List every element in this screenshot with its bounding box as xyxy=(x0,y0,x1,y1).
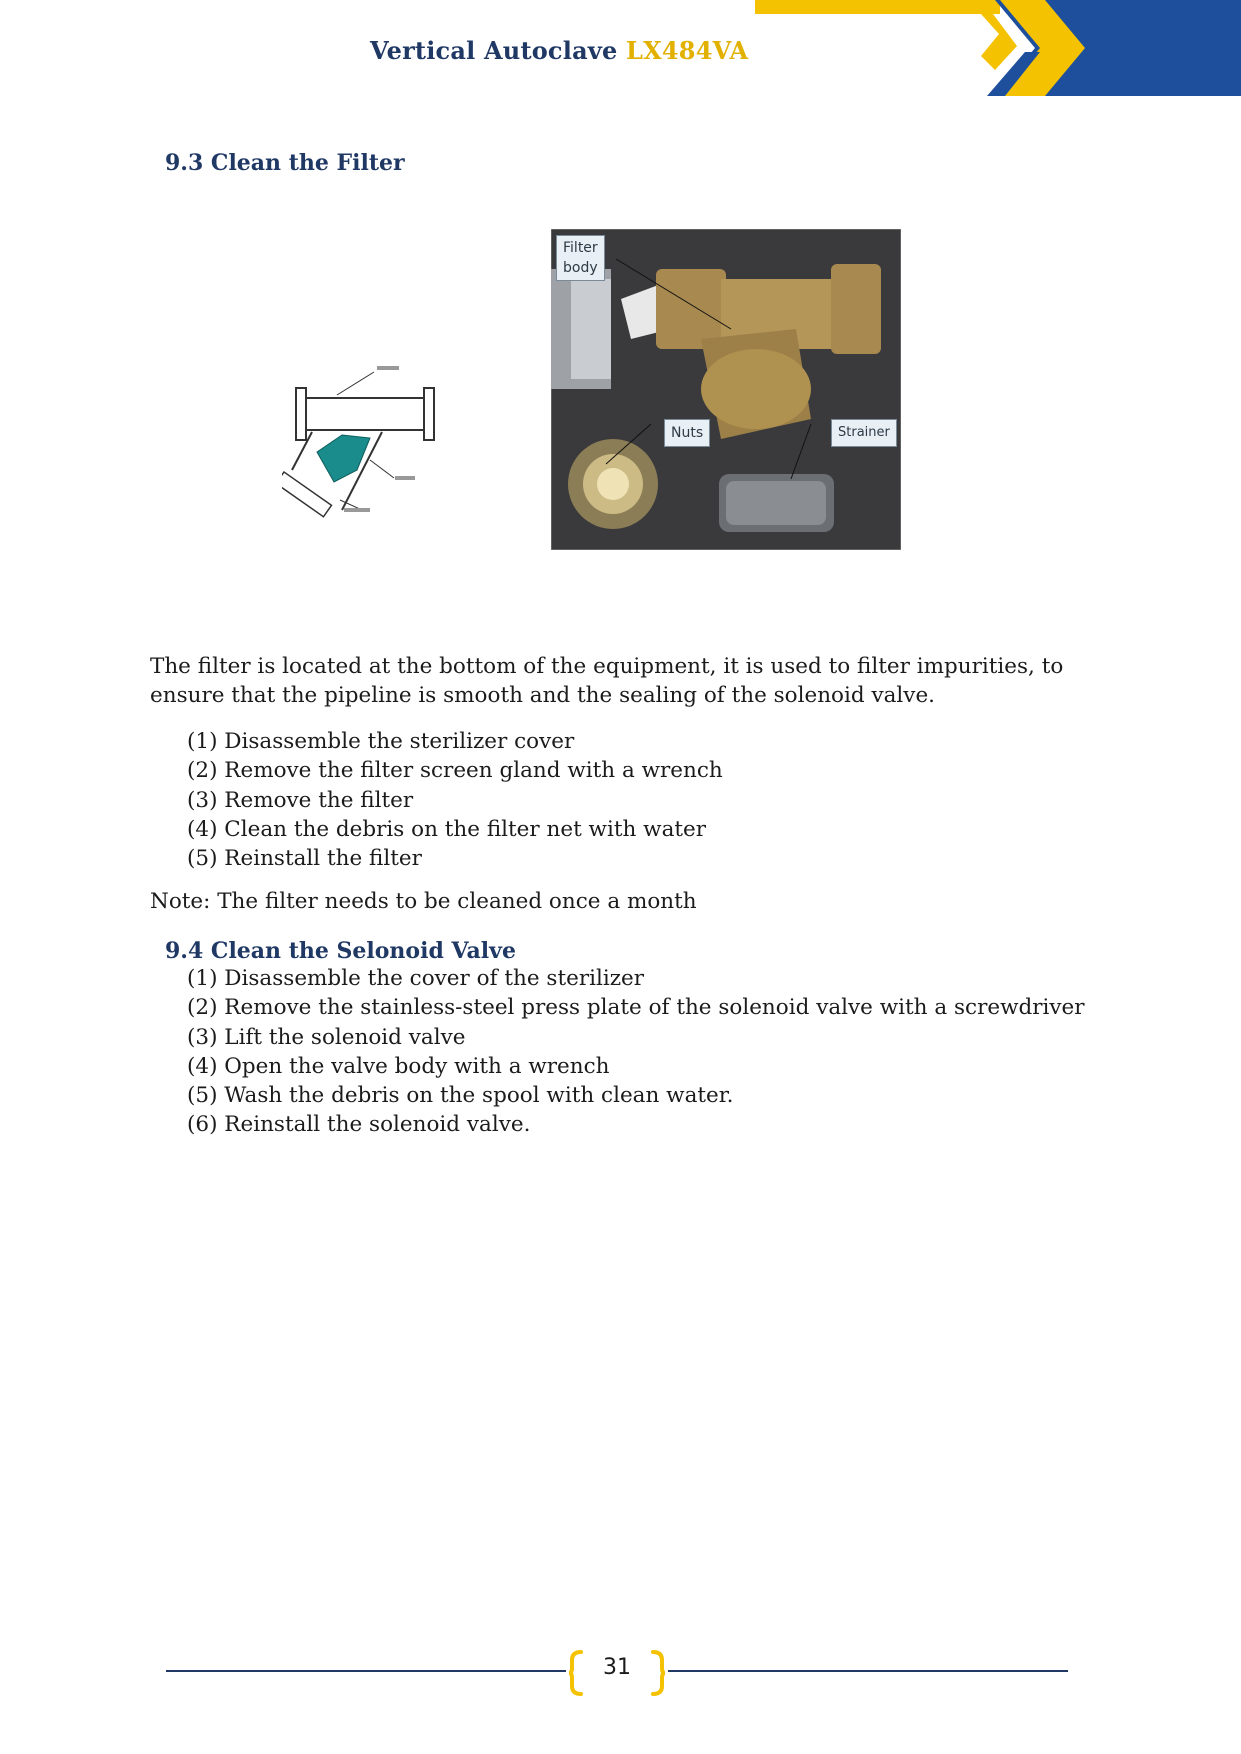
note-text: Note: The filter needs to be cleaned once a month xyxy=(150,889,697,914)
intro-paragraph: The filter is located at the bottom of the equipment, it is used to filter impurities, to ensure that the pipeline is smooth and the sealing of the solenoid valve. xyxy=(150,654,1064,708)
header-decoration xyxy=(755,0,1241,96)
list-item: (5) Wash the debris on the spool with clean water. xyxy=(187,1083,734,1109)
title-main: Vertical Autoclave xyxy=(370,36,618,65)
page-number: 31 xyxy=(603,1655,631,1680)
photo-label-filter-body-line1: Filter xyxy=(563,240,598,256)
list-item: (5) Reinstall the filter xyxy=(187,846,422,872)
photo-label-strainer: Strainer xyxy=(831,419,897,447)
photo-label-filter-body-line2: body xyxy=(563,260,598,276)
document-title xyxy=(370,36,748,65)
list-item: (1) Disassemble the cover of the sterilizer xyxy=(187,966,645,991)
footer-line-right xyxy=(668,1670,1068,1672)
section-heading-9-3: 9.3 Clean the Filter xyxy=(165,150,405,176)
photo-label-filter-body xyxy=(556,235,605,281)
list-item: (6) Reinstall the solenoid valve. xyxy=(187,1112,531,1138)
list-item: (2) Remove the stainless-steel press plate of the solenoid valve with a screwdriver xyxy=(187,995,1085,1021)
section-heading-9-4: 9.4 Clean the Selonoid Valve xyxy=(165,938,516,964)
footer-line-left xyxy=(166,1670,566,1672)
list-item: (3) Remove the filter xyxy=(187,787,414,813)
list-item: (3) Lift the solenoid valve xyxy=(187,1024,466,1050)
title-model: LX484VA xyxy=(626,36,749,65)
list-item: (4) Open the valve body with a wrench xyxy=(187,1053,610,1079)
valve-steps-list xyxy=(187,964,1085,1140)
list-item: (4) Clean the debris on the filter net with water xyxy=(187,816,707,842)
filter-photo xyxy=(551,229,901,550)
filter-diagram xyxy=(282,360,442,535)
filter-steps-list xyxy=(187,727,723,873)
list-item: (2) Remove the filter screen gland with a wrench xyxy=(187,758,723,784)
list-item: (1) Disassemble the sterilizer cover xyxy=(187,729,575,754)
photo-label-nuts: Nuts xyxy=(664,419,710,447)
